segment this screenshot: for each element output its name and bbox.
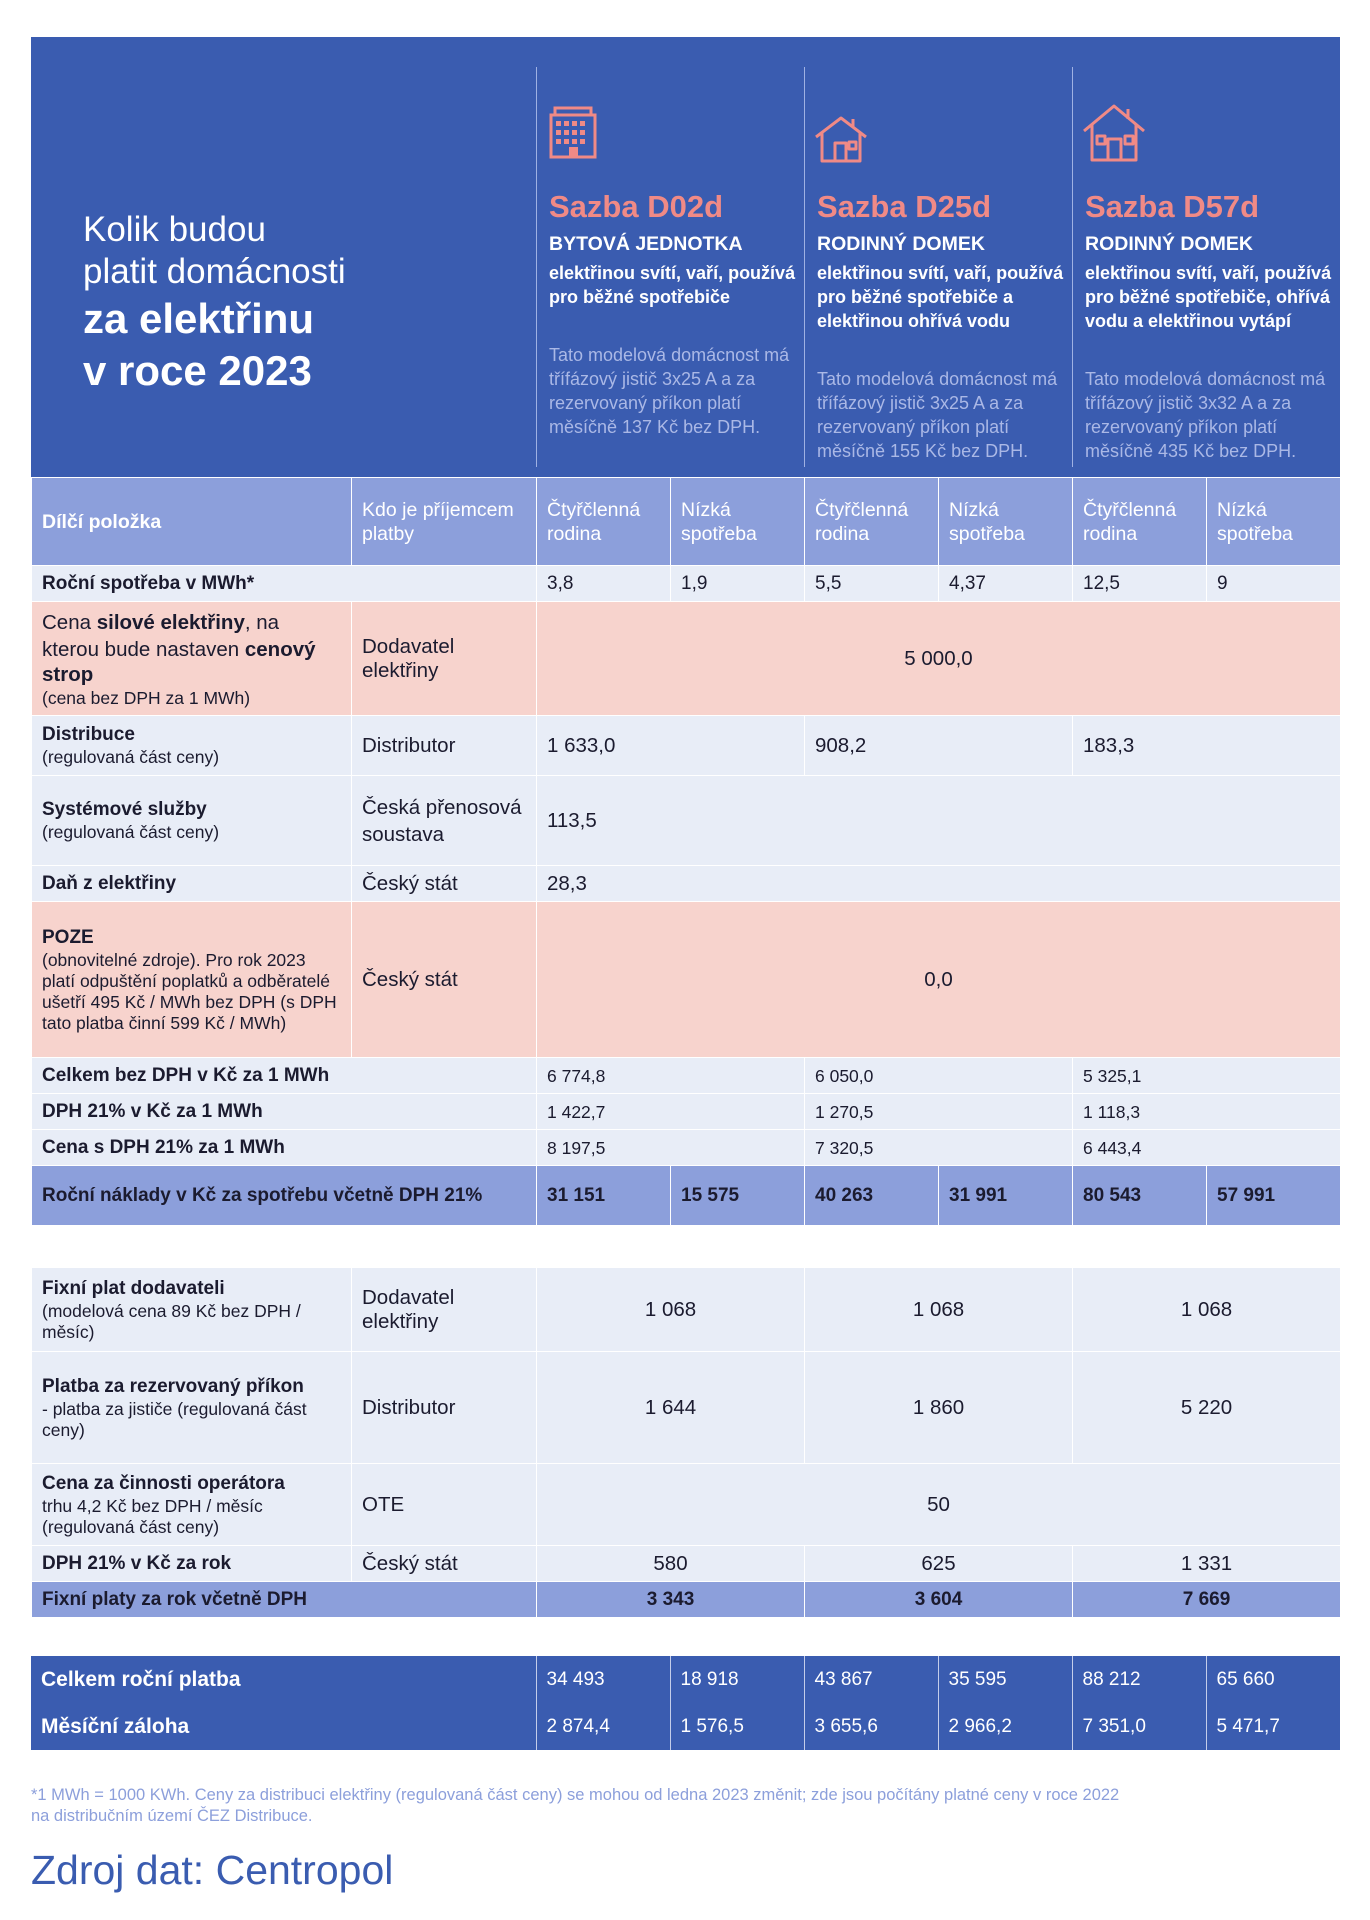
tariff-description: elektřinou svítí, vaří, používá pro běžné spotřebiče a elektřinou ohřívá vodu [817, 263, 1064, 331]
row-poze [32, 902, 1341, 1058]
row-title: Platba za rezervovaný příkon [42, 1375, 304, 1397]
tariff-name: Sazba D25d [817, 189, 992, 224]
tariff-name: Sazba D02d [549, 189, 724, 224]
row-label [32, 1464, 352, 1546]
value-cell: 31 151 [537, 1166, 671, 1226]
footnote: *1 MWh = 1000 KWh. Ceny za distribuci elektřiny (regulovaná část ceny) se mohou od ledna 2023 změnit; zde jsou počítány platné ceny v roce 2022 na distribučním území ČEZ Distribuce. [31, 1786, 1120, 1825]
col-header-low: Nízká spotřeba [1207, 478, 1341, 566]
value-cell: 88 212 [1072, 1656, 1206, 1703]
label-bold: silové elektřiny [96, 610, 245, 634]
tariff-d25d-header [804, 67, 1073, 467]
tariff-type: RODINNÝ DOMEK [1085, 233, 1253, 255]
value-cell: 183,3 [1073, 716, 1341, 776]
label-part: , na kterou bude nastaven [42, 610, 280, 661]
col-header-family: Čtyřčlenná rodina [805, 478, 939, 566]
value-cell: 1 633,0 [537, 716, 805, 776]
value-cell: 35 595 [938, 1656, 1072, 1703]
value-cell: 3 655,6 [804, 1703, 938, 1750]
row-distribution [32, 716, 1341, 776]
row-sublabel: (cena bez DPH za 1 MWh) [42, 687, 251, 708]
tariff-note: Tato modelová domácnost má třífázový jistič 3x25 A a za rezervovaný příkon platí měsíčně 155 Kč bez DPH. [817, 369, 1058, 461]
table-header-row [32, 478, 1341, 566]
value-cell: 5 325,1 [1073, 1058, 1341, 1094]
value-cell: 65 660 [1206, 1656, 1340, 1703]
row-label: DPH 21% v Kč za rok [32, 1546, 352, 1582]
value-cell: 40 263 [805, 1166, 939, 1226]
value-cell: 1 118,3 [1073, 1094, 1341, 1130]
tariff-name: Sazba D57d [1085, 189, 1260, 224]
row-vat-per-mwh [32, 1094, 1341, 1130]
row-fixed-total [32, 1582, 1341, 1618]
row-label [32, 1352, 352, 1464]
value-cell: 5,5 [805, 566, 939, 602]
row-label: Roční náklady v Kč za spotřebu včetně DPH 21% [32, 1166, 537, 1226]
value-cell: 3,8 [537, 566, 671, 602]
value-cell: 5 000,0 [537, 602, 1341, 716]
value-cell: 580 [537, 1546, 805, 1582]
row-annual-total [31, 1656, 1340, 1703]
row-annual-costs [32, 1166, 1341, 1226]
row-label [32, 716, 352, 776]
title-line-3: za elektřinu [83, 295, 315, 342]
payee-cell: Dodavatel elektřiny [352, 602, 537, 716]
value-cell: 8 197,5 [537, 1130, 805, 1166]
small-house-icon [813, 115, 869, 168]
value-cell: 908,2 [805, 716, 1073, 776]
row-total-no-vat [32, 1058, 1341, 1094]
row-title: Distribuce [42, 724, 135, 745]
row-label: Daň z elektřiny [32, 866, 352, 902]
row-reserved-input [32, 1352, 1341, 1464]
value-cell: 34 493 [536, 1656, 670, 1703]
value-cell: 1 068 [805, 1268, 1073, 1352]
title-line-1: Kolik budou [83, 210, 266, 249]
payee-cell: Český stát [352, 1546, 537, 1582]
row-system-services [32, 776, 1341, 866]
value-cell: 6 050,0 [805, 1058, 1073, 1094]
tariff-type: BYTOVÁ JEDNOTKA [549, 233, 743, 255]
row-label: Měsíční záloha [31, 1703, 536, 1750]
tariff-type: RODINNÝ DOMEK [817, 233, 985, 255]
title-line-2: platit domácnosti [83, 252, 346, 291]
row-label [32, 1268, 352, 1352]
value-cell: 3 343 [537, 1582, 805, 1618]
row-title: POZE [42, 926, 94, 948]
value-cell: 1 644 [537, 1352, 805, 1464]
col-header-payee: Kdo je příjemcem platby [352, 478, 537, 566]
row-label: Celkem bez DPH v Kč za 1 MWh [32, 1058, 537, 1094]
value-cell: 80 543 [1073, 1166, 1207, 1226]
row-label: Fixní platy za rok včetně DPH [32, 1582, 537, 1618]
value-cell: 6 443,4 [1073, 1130, 1341, 1166]
value-cell: 7 351,0 [1072, 1703, 1206, 1750]
col-header-family: Čtyřčlenná rodina [1073, 478, 1207, 566]
row-consumption [32, 566, 1341, 602]
row-label [32, 602, 352, 716]
value-cell: 0,0 [537, 902, 1341, 1058]
value-cell: 1 068 [1073, 1268, 1341, 1352]
payee-cell: Distributor [352, 716, 537, 776]
row-sublabel: (regulovaná část ceny) [42, 822, 220, 842]
row-monthly-deposit [31, 1703, 1340, 1750]
row-label [32, 902, 352, 1058]
value-cell: 1 068 [537, 1268, 805, 1352]
row-sublabel: (regulovaná část ceny) [42, 747, 220, 767]
value-cell: 5 220 [1073, 1352, 1341, 1464]
label-part: Cena [42, 610, 97, 634]
row-power-price [32, 602, 1341, 716]
row-label: Roční spotřeba v MWh* [32, 566, 537, 602]
data-source: Zdroj dat: Centropol [31, 1847, 394, 1893]
value-cell: 43 867 [804, 1656, 938, 1703]
row-fixed-supplier [32, 1268, 1341, 1352]
header-banner [31, 37, 1340, 477]
value-cell: 9 [1207, 566, 1341, 602]
value-cell: 1 860 [805, 1352, 1073, 1464]
row-electricity-tax [32, 866, 1341, 902]
row-label: Celkem roční platba [31, 1656, 536, 1703]
apartment-building-icon [545, 105, 601, 166]
value-cell: 18 918 [670, 1656, 804, 1703]
value-cell: 2 966,2 [938, 1703, 1072, 1750]
value-cell: 31 991 [939, 1166, 1073, 1226]
fixed-payments-table [31, 1267, 1341, 1618]
payee-cell: OTE [352, 1464, 537, 1546]
value-cell: 1 270,5 [805, 1094, 1073, 1130]
payee-cell: Český stát [352, 866, 537, 902]
payee-cell: Česká přenosová soustava [352, 776, 537, 866]
value-cell: 4,37 [939, 566, 1073, 602]
house-icon [1081, 103, 1147, 168]
value-cell: 2 874,4 [536, 1703, 670, 1750]
value-cell: 625 [805, 1546, 1073, 1582]
row-sublabel: trhu 4,2 Kč bez DPH / měsíc (regulovaná část ceny) [42, 1495, 263, 1537]
value-cell: 5 471,7 [1206, 1703, 1340, 1750]
value-cell: 57 991 [1207, 1166, 1341, 1226]
row-label: DPH 21% v Kč za 1 MWh [32, 1094, 537, 1130]
row-title: Systémové služby [42, 799, 207, 820]
value-cell: 7 320,5 [805, 1130, 1073, 1166]
label-bold: cenový strop [42, 637, 316, 686]
row-sublabel: - platba za jističe (regulovaná část ceny) [42, 1398, 307, 1440]
value-cell: 1 331 [1073, 1546, 1341, 1582]
tariff-d02d-header [536, 67, 805, 467]
col-header-item: Dílčí položka [32, 478, 352, 566]
row-title: Cena za činnosti operátora [42, 1472, 285, 1494]
value-cell: 28,3 [537, 866, 1341, 902]
value-cell: 7 669 [1073, 1582, 1341, 1618]
value-cell: 3 604 [805, 1582, 1073, 1618]
row-title: Fixní plat dodavateli [42, 1277, 225, 1299]
row-market-operator [32, 1464, 1341, 1546]
row-price-with-vat [32, 1130, 1341, 1166]
row-sublabel: (modelová cena 89 Kč bez DPH / měsíc) [42, 1300, 301, 1342]
payee-cell: Distributor [352, 1352, 537, 1464]
tariff-description: elektřinou svítí, vaří, používá pro běžné spotřebiče [549, 263, 796, 307]
row-label: Cena s DPH 21% za 1 MWh [32, 1130, 537, 1166]
value-cell: 12,5 [1073, 566, 1207, 602]
payee-cell: Český stát [352, 902, 537, 1058]
value-cell: 1 576,5 [670, 1703, 804, 1750]
value-cell: 113,5 [537, 776, 1341, 866]
title-line-4: v roce 2023 [83, 347, 312, 394]
page-title [83, 209, 346, 397]
col-header-low: Nízká spotřeba [939, 478, 1073, 566]
value-cell: 50 [537, 1464, 1341, 1546]
value-cell: 1 422,7 [537, 1094, 805, 1130]
tariff-note: Tato modelová domácnost má třífázový jistič 3x25 A a za rezervovaný příkon platí měsíčně 137 Kč bez DPH. [549, 345, 790, 437]
cost-table [31, 477, 1341, 1226]
value-cell: 15 575 [671, 1166, 805, 1226]
tariff-d57d-header [1072, 67, 1341, 467]
col-header-family: Čtyřčlenná rodina [537, 478, 671, 566]
tariff-description: elektřinou svítí, vaří, používá pro běžné spotřebiče, ohřívá vodu a elektřinou vytápí [1085, 263, 1332, 331]
value-cell: 1,9 [671, 566, 805, 602]
col-header-low: Nízká spotřeba [671, 478, 805, 566]
payee-cell: Dodavatel elektřiny [352, 1268, 537, 1352]
row-vat-per-year [32, 1546, 1341, 1582]
row-label [32, 776, 352, 866]
value-cell: 6 774,8 [537, 1058, 805, 1094]
totals-bar [31, 1656, 1340, 1750]
row-sublabel: (obnovitelné zdroje). Pro rok 2023 platí odpuštění poplatků a odběratelé ušetří 495 Kč / MWh bez DPH (s DPH tato platba činní 599 Kč / MWh) [42, 949, 337, 1033]
tariff-note: Tato modelová domácnost má třífázový jistič 3x32 A a za rezervovaný příkon platí měsíčně 435 Kč bez DPH. [1085, 369, 1326, 461]
